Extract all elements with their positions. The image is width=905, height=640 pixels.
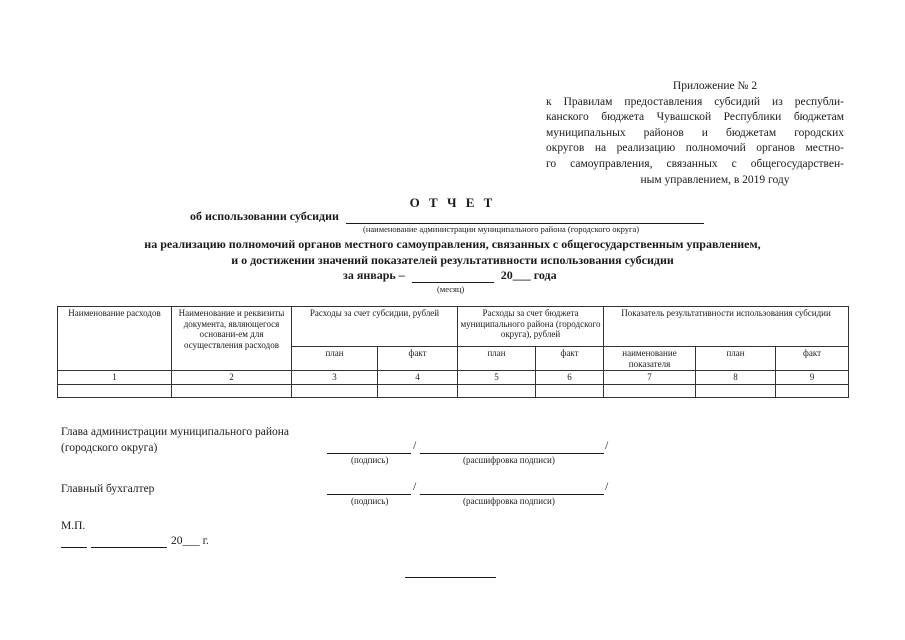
appendix-line: муниципальных районов и бюджетам городских: [546, 126, 844, 139]
header-col-2: Наименование и реквизиты документа, являющегося основани-ем для осуществления расходов: [172, 307, 292, 371]
appendix-line: к Правилам предоставления субсидий из республи-: [546, 95, 844, 108]
column-number: 9: [776, 371, 849, 385]
empty-cell: [172, 384, 292, 397]
column-number: 4: [378, 371, 458, 385]
date-year: 20___ г.: [171, 535, 209, 547]
header-col-1: Наименование расходов: [58, 307, 172, 371]
empty-cell: [292, 384, 378, 397]
column-number: 1: [58, 371, 172, 385]
period-note: (месяц): [437, 284, 465, 294]
head-label-2: (городского округа): [61, 442, 158, 454]
report-table: [57, 306, 849, 398]
stamp-label: М.П.: [61, 520, 86, 532]
accountant-label: Главный бухгалтер: [61, 483, 155, 495]
period-prefix: за январь –: [343, 268, 405, 282]
table-row: [58, 384, 849, 397]
header-group-1: Расходы за счет субсидии, рублей: [292, 307, 458, 347]
column-number: 6: [536, 371, 604, 385]
period-line: [343, 268, 557, 283]
decoding-line: [420, 453, 604, 454]
appendix-line: ным управлением, в 2019 году: [640, 173, 790, 186]
header-fact: факт: [536, 347, 604, 371]
heading-line-1-note: (наименование администрации муниципального района (городского округа): [363, 224, 640, 234]
appendix-line: округов на реализацию полномочий органов местно-: [546, 142, 844, 155]
heading-line-2: на реализацию полномочий органов местного самоуправления, связанных с общегосударственным управлением,: [144, 237, 761, 251]
empty-cell: [776, 384, 849, 397]
header-group-3: Показатель результативности использования субсидии: [604, 307, 849, 347]
signature-line: [327, 453, 411, 454]
header-group-2: Расходы за счет бюджета муниципального района (городского округа), рублей: [458, 307, 604, 347]
column-number: 8: [696, 371, 776, 385]
signature-caption: (подпись): [351, 455, 389, 465]
empty-cell: [696, 384, 776, 397]
header-fact: факт: [378, 347, 458, 371]
separator-slash: /: [413, 438, 417, 452]
header-plan: план: [696, 347, 776, 371]
header-plan: план: [292, 347, 378, 371]
fill-line: [346, 211, 704, 224]
separator-slash: /: [413, 479, 417, 493]
empty-cell: [378, 384, 458, 397]
appendix-line: го самоуправления, связанных с общегосударствен-: [546, 157, 844, 170]
appendix-title: Приложение № 2: [672, 80, 758, 92]
empty-cell: [604, 384, 696, 397]
empty-cell: [458, 384, 536, 397]
column-number: 3: [292, 371, 378, 385]
appendix-line: канского бюджета Чувашской Республики бюджетам: [546, 111, 844, 124]
appendix-block: [546, 79, 844, 188]
empty-cell: [536, 384, 604, 397]
decoding-caption: (расшифровка подписи): [463, 496, 555, 506]
decoding-caption: (расшифровка подписи): [463, 455, 555, 465]
signature-caption: (подпись): [351, 496, 389, 506]
column-number: 7: [604, 371, 696, 385]
date-day-line: [61, 547, 87, 548]
separator-slash: /: [605, 438, 609, 452]
fill-line: [412, 270, 494, 283]
heading-line-1: [190, 209, 704, 224]
head-label-1: Глава администрации муниципального района: [61, 426, 290, 438]
column-number-row: [58, 371, 849, 385]
empty-cell: [58, 384, 172, 397]
signature-line: [327, 494, 411, 495]
header-plan: план: [458, 347, 536, 371]
heading-line-3: и о достижении значений показателей результативности использования субсидии: [231, 253, 674, 267]
bottom-rule: [405, 577, 496, 578]
decoding-line: [420, 494, 604, 495]
header-fact: факт: [776, 347, 849, 371]
column-number: 5: [458, 371, 536, 385]
date-month-line: [91, 547, 167, 548]
report-title: О Т Ч Е Т: [409, 195, 496, 210]
heading-line-1-prefix: об использовании субсидии: [190, 209, 339, 223]
separator-slash: /: [605, 479, 609, 493]
period-year: 20___ года: [500, 268, 557, 282]
column-number: 2: [172, 371, 292, 385]
header-indicator-name: наименование показателя: [604, 347, 696, 371]
